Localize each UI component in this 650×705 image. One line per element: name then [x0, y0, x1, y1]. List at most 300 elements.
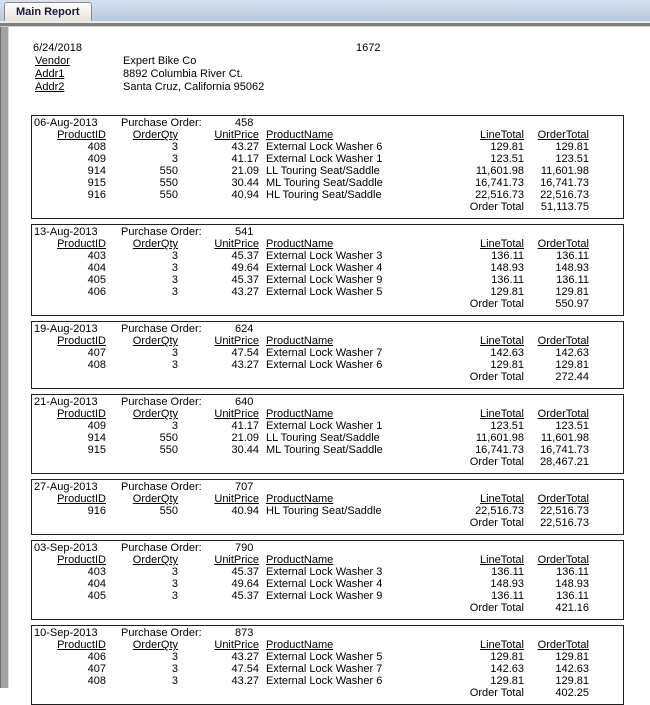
- purchase-order-label: Purchase Order:: [121, 117, 202, 129]
- column-header-product-name: ProductName: [266, 639, 334, 651]
- cell-empty: [106, 201, 178, 213]
- column-header-row: [32, 408, 623, 420]
- cell-product-name: External Lock Washer 4: [266, 578, 383, 590]
- cell-product-id: 408: [87, 359, 106, 371]
- cell-product-id: 916: [87, 505, 106, 517]
- cell-order-total: 142.63: [555, 663, 589, 675]
- cell-line-total: 136.11: [491, 274, 524, 286]
- purchase-order-label: Purchase Order:: [121, 542, 202, 554]
- column-header-line-total: LineTotal: [479, 238, 524, 250]
- column-header-line-total: LineTotal: [479, 554, 524, 566]
- cell-line-total: 129.81: [490, 359, 524, 371]
- cell-unit-price: 45.37: [231, 590, 259, 602]
- column-header-spacer: [259, 335, 266, 347]
- purchase-order-label: Purchase Order:: [121, 323, 202, 335]
- cell-product-id: 404: [87, 262, 106, 274]
- cell-empty: [266, 456, 432, 468]
- cell-spacer: [259, 420, 266, 432]
- page-number: 1672: [356, 42, 381, 54]
- cell-empty: [266, 201, 432, 213]
- column-header-product-id: ProductID: [57, 335, 106, 347]
- cell-order-qty: 3: [171, 347, 178, 359]
- cell-product-name: External Lock Washer 5: [266, 651, 383, 663]
- cell-product-id: 403: [87, 250, 106, 262]
- addr2-line: [9, 81, 650, 94]
- cell-unit-price: 40.94: [231, 505, 259, 517]
- column-header-order-qty: OrderQty: [132, 554, 178, 566]
- cell-unit-price: 45.37: [231, 566, 259, 578]
- cell-empty: [259, 602, 266, 614]
- column-header-order-total: OrderTotal: [537, 554, 589, 566]
- cell-order-qty: 550: [159, 505, 178, 517]
- cell-product-id: 914: [87, 432, 106, 444]
- cell-order-qty: 550: [159, 189, 178, 201]
- column-header-order-qty: OrderQty: [132, 493, 178, 505]
- page-left-margin: [0, 27, 9, 688]
- cell-unit-price: 41.17: [231, 153, 259, 165]
- cell-spacer: [259, 505, 266, 517]
- cell-product-id: 406: [87, 651, 106, 663]
- vendor-label: Vendor: [35, 55, 70, 67]
- cell-unit-price: 43.27: [231, 141, 259, 153]
- cell-empty: [178, 687, 259, 699]
- line-item-row: [32, 578, 623, 590]
- purchase-order-number: 458: [235, 117, 254, 129]
- addr2-label: Addr2: [35, 81, 65, 93]
- purchase-order-number: 640: [235, 396, 254, 408]
- cell-empty: [178, 517, 259, 529]
- cell-product-name: External Lock Washer 9: [266, 590, 383, 602]
- cell-unit-price: 43.27: [231, 651, 259, 663]
- column-header-row: [32, 639, 623, 651]
- cell-line-total: 129.81: [490, 286, 524, 298]
- order-total-label: Order Total: [469, 201, 524, 213]
- purchase-order-label: Purchase Order:: [121, 226, 202, 238]
- report-header-line-date: [9, 42, 650, 55]
- order-total-value: 550.97: [555, 298, 589, 310]
- cell-empty: [266, 687, 432, 699]
- column-header-order-total: OrderTotal: [537, 335, 589, 347]
- cell-order-total: 129.81: [555, 675, 589, 687]
- cell-spacer: [259, 359, 266, 371]
- order-total-label: Order Total: [469, 517, 524, 529]
- cell-order-total: 136.11: [556, 274, 589, 286]
- column-header-row: [32, 129, 623, 141]
- cell-unit-price: 43.27: [231, 286, 259, 298]
- cell-line-total: 142.63: [490, 663, 524, 675]
- order-block: [31, 479, 624, 535]
- order-block: [31, 394, 624, 474]
- cell-product-id: 405: [87, 590, 106, 602]
- order-total-value: 28,467.21: [540, 456, 589, 468]
- cell-line-total: 148.93: [490, 578, 524, 590]
- tab-main-report[interactable]: [4, 2, 92, 21]
- column-header-spacer: [259, 493, 266, 505]
- cell-spacer: [259, 663, 266, 675]
- column-header-order-total: OrderTotal: [537, 129, 589, 141]
- line-item-row: [32, 444, 623, 456]
- cell-spacer: [259, 141, 266, 153]
- order-total-label: Order Total: [469, 298, 524, 310]
- cell-empty: [178, 602, 259, 614]
- cell-line-total: 136.11: [491, 250, 524, 262]
- cell-order-total: 136.11: [556, 250, 589, 262]
- cell-product-name: External Lock Washer 7: [266, 663, 383, 675]
- order-date: 27-Aug-2013: [34, 481, 98, 493]
- cell-line-total: 16,741.73: [475, 177, 524, 189]
- cell-product-name: ML Touring Seat/Saddle: [266, 444, 383, 456]
- column-header-unit-price: UnitPrice: [214, 639, 259, 651]
- vendor-line: [9, 55, 650, 68]
- cell-unit-price: 43.27: [231, 675, 259, 687]
- cell-product-id: 409: [87, 420, 106, 432]
- cell-unit-price: 45.37: [231, 274, 259, 286]
- cell-empty: [32, 517, 106, 529]
- cell-unit-price: 45.37: [231, 250, 259, 262]
- order-total-value: 402.25: [555, 687, 589, 699]
- column-header-order-total: OrderTotal: [537, 493, 589, 505]
- column-header-order-qty: OrderQty: [132, 639, 178, 651]
- cell-order-qty: 3: [171, 359, 178, 371]
- line-item-row: [32, 141, 623, 153]
- cell-empty: [178, 456, 259, 468]
- cell-line-total: 123.51: [490, 420, 524, 432]
- cell-product-name: HL Touring Seat/Saddle: [266, 505, 382, 517]
- column-header-spacer: [259, 238, 266, 250]
- column-header-product-name: ProductName: [266, 408, 334, 420]
- column-header-spacer: [259, 408, 266, 420]
- order-total-label: Order Total: [469, 602, 524, 614]
- cell-product-name: LL Touring Seat/Saddle: [266, 432, 380, 444]
- column-header-order-qty: OrderQty: [132, 238, 178, 250]
- report-viewer-area: [0, 27, 650, 699]
- order-total-value: 421.16: [555, 602, 589, 614]
- cell-product-id: 915: [87, 177, 106, 189]
- cell-product-id: 403: [87, 566, 106, 578]
- po-header-line: [32, 627, 623, 639]
- po-header-line: [32, 481, 623, 493]
- column-header-row: [32, 554, 623, 566]
- cell-line-total: 16,741.73: [475, 444, 524, 456]
- cell-spacer: [259, 250, 266, 262]
- purchase-order-label: Purchase Order:: [121, 396, 202, 408]
- line-item-row: [32, 651, 623, 663]
- cell-empty: [266, 602, 432, 614]
- po-header-line: [32, 117, 623, 129]
- order-total-label: Order Total: [469, 456, 524, 468]
- cell-empty: [266, 517, 432, 529]
- order-block: [31, 115, 624, 219]
- cell-order-qty: 3: [171, 651, 178, 663]
- report-header: [9, 27, 650, 94]
- order-total-row: [32, 201, 623, 213]
- cell-product-name: HL Touring Seat/Saddle: [266, 189, 382, 201]
- cell-line-total: 129.81: [490, 675, 524, 687]
- column-header-unit-price: UnitPrice: [214, 238, 259, 250]
- cell-order-qty: 3: [171, 274, 178, 286]
- cell-product-id: 408: [87, 675, 106, 687]
- line-item-row: [32, 347, 623, 359]
- column-header-unit-price: UnitPrice: [214, 129, 259, 141]
- line-item-row: [32, 250, 623, 262]
- cell-product-name: External Lock Washer 1: [266, 153, 383, 165]
- cell-order-qty: 3: [171, 566, 178, 578]
- cell-order-total: 136.11: [556, 590, 589, 602]
- cell-spacer: [259, 566, 266, 578]
- cell-product-name: External Lock Washer 6: [266, 141, 383, 153]
- cell-product-name: External Lock Washer 3: [266, 566, 383, 578]
- column-header-product-id: ProductID: [57, 493, 106, 505]
- cell-product-id: 915: [87, 444, 106, 456]
- report-page: [9, 27, 650, 699]
- line-item-row: [32, 153, 623, 165]
- order-total-row: [32, 298, 623, 310]
- cell-empty: [178, 298, 259, 310]
- cell-empty: [106, 602, 178, 614]
- cell-product-id: 409: [87, 153, 106, 165]
- column-header-order-qty: OrderQty: [132, 335, 178, 347]
- column-header-product-name: ProductName: [266, 129, 334, 141]
- cell-spacer: [259, 286, 266, 298]
- column-header-product-id: ProductID: [57, 639, 106, 651]
- po-header-line: [32, 323, 623, 335]
- cell-line-total: 11,601.98: [475, 165, 524, 177]
- cell-spacer: [259, 444, 266, 456]
- vendor-value: Expert Bike Co: [123, 55, 197, 67]
- order-date: 19-Aug-2013: [34, 323, 98, 335]
- cell-spacer: [259, 165, 266, 177]
- cell-order-qty: 3: [171, 153, 178, 165]
- cell-spacer: [259, 274, 266, 286]
- column-header-product-id: ProductID: [57, 554, 106, 566]
- addr1-line: [9, 68, 650, 81]
- cell-unit-price: 47.54: [231, 347, 259, 359]
- order-total-row: [32, 517, 623, 529]
- cell-line-total: 142.63: [490, 347, 524, 359]
- cell-order-qty: 550: [159, 444, 178, 456]
- cell-product-name: External Lock Washer 6: [266, 359, 383, 371]
- cell-unit-price: 21.09: [231, 432, 259, 444]
- cell-order-total: 136.11: [556, 566, 589, 578]
- cell-order-qty: 3: [171, 590, 178, 602]
- cell-line-total: 22,516.73: [475, 189, 524, 201]
- column-header-unit-price: UnitPrice: [214, 335, 259, 347]
- cell-product-name: External Lock Washer 9: [266, 274, 383, 286]
- cell-empty: [32, 298, 106, 310]
- cell-product-id: 404: [87, 578, 106, 590]
- cell-empty: [106, 371, 178, 383]
- cell-unit-price: 47.54: [231, 663, 259, 675]
- column-header-order-qty: OrderQty: [132, 408, 178, 420]
- column-header-unit-price: UnitPrice: [214, 554, 259, 566]
- order-total-value: 272.44: [555, 371, 589, 383]
- line-item-row: [32, 566, 623, 578]
- line-item-row: [32, 274, 623, 286]
- cell-empty: [259, 298, 266, 310]
- purchase-order-label: Purchase Order:: [121, 481, 202, 493]
- order-date: 21-Aug-2013: [34, 396, 98, 408]
- cell-order-total: 11,601.98: [540, 432, 589, 444]
- line-item-row: [32, 432, 623, 444]
- cell-spacer: [259, 651, 266, 663]
- cell-order-total: 129.81: [555, 286, 589, 298]
- cell-order-qty: 3: [171, 141, 178, 153]
- purchase-order-number: 873: [235, 627, 254, 639]
- cell-product-name: ML Touring Seat/Saddle: [266, 177, 383, 189]
- cell-empty: [106, 517, 178, 529]
- cell-line-total: 148.93: [490, 262, 524, 274]
- purchase-order-number: 624: [235, 323, 254, 335]
- tab-strip: [0, 0, 650, 21]
- cell-order-qty: 550: [159, 177, 178, 189]
- cell-unit-price: 30.44: [231, 177, 259, 189]
- line-item-row: [32, 675, 623, 687]
- cell-order-qty: 3: [171, 675, 178, 687]
- cell-product-name: External Lock Washer 4: [266, 262, 383, 274]
- po-header-line: [32, 396, 623, 408]
- cell-spacer: [259, 189, 266, 201]
- cell-empty: [32, 602, 106, 614]
- cell-empty: [259, 201, 266, 213]
- cell-unit-price: 49.64: [231, 578, 259, 590]
- column-header-product-id: ProductID: [57, 408, 106, 420]
- order-total-value: 51,113.75: [540, 201, 589, 213]
- cell-order-qty: 3: [171, 663, 178, 675]
- cell-empty: [259, 456, 266, 468]
- cell-order-total: 148.93: [555, 262, 589, 274]
- column-header-order-total: OrderTotal: [537, 639, 589, 651]
- cell-empty: [106, 687, 178, 699]
- cell-order-total: 11,601.98: [540, 165, 589, 177]
- line-item-row: [32, 262, 623, 274]
- cell-empty: [106, 456, 178, 468]
- cell-empty: [32, 456, 106, 468]
- order-date: 06-Aug-2013: [34, 117, 98, 129]
- column-header-line-total: LineTotal: [479, 408, 524, 420]
- line-item-row: [32, 590, 623, 602]
- cell-line-total: 11,601.98: [475, 432, 524, 444]
- line-item-row: [32, 359, 623, 371]
- cell-order-total: 123.51: [555, 153, 589, 165]
- cell-line-total: 136.11: [491, 566, 524, 578]
- cell-order-qty: 3: [171, 262, 178, 274]
- order-total-value: 22,516.73: [540, 517, 589, 529]
- column-header-order-total: OrderTotal: [537, 238, 589, 250]
- column-header-line-total: LineTotal: [479, 639, 524, 651]
- cell-line-total: 129.81: [490, 141, 524, 153]
- column-header-product-name: ProductName: [266, 493, 334, 505]
- cell-order-qty: 3: [171, 250, 178, 262]
- line-item-row: [32, 286, 623, 298]
- line-item-row: [32, 165, 623, 177]
- cell-unit-price: 40.94: [231, 189, 259, 201]
- column-header-product-name: ProductName: [266, 554, 334, 566]
- cell-line-total: 22,516.73: [475, 505, 524, 517]
- addr1-value: 8892 Columbia River Ct.: [123, 68, 243, 80]
- cell-empty: [259, 687, 266, 699]
- cell-empty: [32, 201, 106, 213]
- line-item-row: [32, 505, 623, 517]
- order-total-row: [32, 602, 623, 614]
- cell-empty: [266, 371, 432, 383]
- cell-product-id: 407: [87, 663, 106, 675]
- column-header-line-total: LineTotal: [479, 493, 524, 505]
- cell-order-total: 142.63: [555, 347, 589, 359]
- cell-spacer: [259, 347, 266, 359]
- cell-line-total: 136.11: [491, 590, 524, 602]
- cell-order-qty: 550: [159, 432, 178, 444]
- order-block: [31, 540, 624, 620]
- po-header-line: [32, 542, 623, 554]
- addr1-label: Addr1: [35, 68, 65, 80]
- cell-order-qty: 3: [171, 578, 178, 590]
- cell-unit-price: 49.64: [231, 262, 259, 274]
- column-header-product-name: ProductName: [266, 238, 334, 250]
- cell-product-id: 405: [87, 274, 106, 286]
- column-header-product-id: ProductID: [57, 238, 106, 250]
- cell-empty: [266, 298, 432, 310]
- column-header-order-qty: OrderQty: [132, 129, 178, 141]
- cell-product-id: 408: [87, 141, 106, 153]
- cell-order-total: 16,741.73: [540, 444, 589, 456]
- column-header-unit-price: UnitPrice: [214, 408, 259, 420]
- cell-unit-price: 30.44: [231, 444, 259, 456]
- line-item-row: [32, 189, 623, 201]
- cell-order-total: 129.81: [555, 359, 589, 371]
- cell-spacer: [259, 153, 266, 165]
- cell-order-qty: 3: [171, 286, 178, 298]
- cell-spacer: [259, 578, 266, 590]
- cell-product-name: External Lock Washer 1: [266, 420, 383, 432]
- cell-product-name: External Lock Washer 3: [266, 250, 383, 262]
- cell-product-id: 916: [87, 189, 106, 201]
- tab-main-report-label: Main Report: [16, 6, 80, 18]
- cell-order-total: 16,741.73: [540, 177, 589, 189]
- order-block: [31, 321, 624, 389]
- order-block: [31, 625, 624, 705]
- line-item-row: [32, 663, 623, 675]
- order-total-label: Order Total: [469, 371, 524, 383]
- cell-empty: [32, 371, 106, 383]
- cell-line-total: 123.51: [490, 153, 524, 165]
- order-date: 10-Sep-2013: [34, 627, 98, 639]
- po-header-line: [32, 226, 623, 238]
- addr2-value: Santa Cruz, California 95062: [123, 81, 265, 93]
- cell-product-name: External Lock Washer 6: [266, 675, 383, 687]
- column-header-order-total: OrderTotal: [537, 408, 589, 420]
- column-header-row: [32, 335, 623, 347]
- cell-order-total: 129.81: [555, 141, 589, 153]
- line-item-row: [32, 177, 623, 189]
- cell-spacer: [259, 262, 266, 274]
- cell-product-name: External Lock Washer 5: [266, 286, 383, 298]
- cell-order-qty: 550: [159, 165, 178, 177]
- order-date: 13-Aug-2013: [34, 226, 98, 238]
- cell-spacer: [259, 590, 266, 602]
- cell-product-name: External Lock Washer 7: [266, 347, 383, 359]
- report-date: 6/24/2018: [33, 42, 82, 54]
- cell-product-id: 914: [87, 165, 106, 177]
- orders-container: [9, 115, 650, 705]
- cell-unit-price: 21.09: [231, 165, 259, 177]
- column-header-spacer: [259, 554, 266, 566]
- purchase-order-number: 707: [235, 481, 254, 493]
- cell-order-total: 22,516.73: [540, 505, 589, 517]
- column-header-product-name: ProductName: [266, 335, 334, 347]
- cell-product-id: 407: [87, 347, 106, 359]
- order-date: 03-Sep-2013: [34, 542, 98, 554]
- cell-line-total: 129.81: [490, 651, 524, 663]
